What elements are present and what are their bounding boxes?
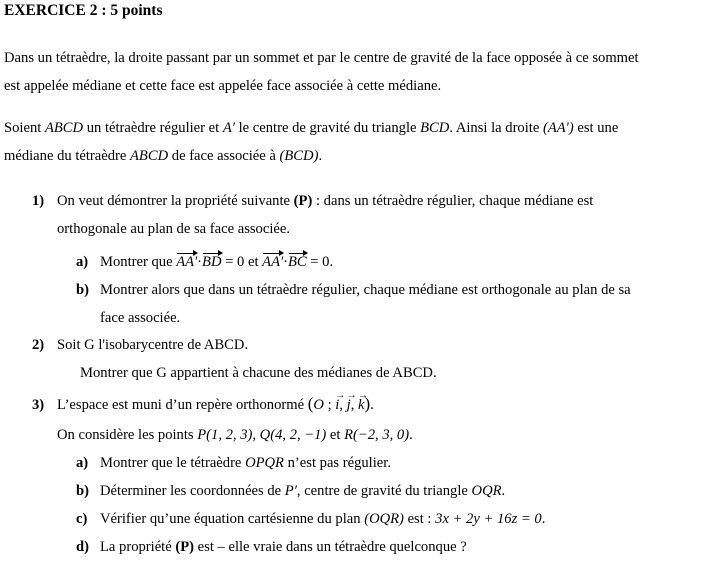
question-3c: [76, 509, 545, 529]
exercise-title: EXERCICE 2 : 5 points: [4, 2, 163, 19]
origin-o: O: [313, 397, 324, 413]
def-text: médiane du tétraèdre: [4, 148, 131, 164]
question-1-line-2: orthogonale au plan de sa face associée.: [57, 221, 290, 237]
unit-vector-j: j: [346, 397, 351, 413]
subquestion-label: c): [76, 511, 88, 527]
q3d-text: est – elle vraie dans un tétraèdre quelconque ?: [194, 539, 467, 555]
subquestion-label: b): [76, 483, 89, 499]
math-opqr: OPQR: [245, 455, 284, 471]
q3b-text: .: [501, 483, 506, 499]
question-3b: [76, 481, 505, 501]
def-text: Soient: [4, 120, 45, 136]
q3d-text: La propriété: [100, 539, 176, 555]
q3-text: On considère les points: [57, 427, 198, 443]
def-text: un tétraèdre régulier et: [83, 120, 223, 136]
point-p-prime: P′: [284, 483, 297, 499]
q3-text: et: [326, 427, 345, 443]
question-3a: [76, 453, 391, 473]
property-p: (P): [175, 539, 195, 555]
question-1b: [76, 280, 631, 300]
question-number: 1): [32, 193, 45, 209]
vector-aa-prime: AA': [176, 254, 198, 270]
q1-text: On veut démontrer la propriété suivante: [57, 193, 294, 209]
q2-text: Soit G l'isobarycentre de ABCD.: [57, 337, 249, 353]
question-1b-line-2: face associée.: [100, 310, 181, 326]
math-bcd: BCD: [420, 120, 450, 136]
vector-aa-prime: AA': [262, 254, 284, 270]
subquestion-label: a): [76, 455, 89, 471]
plane-equation: 3x + 2y + 16z = 0: [435, 511, 542, 527]
unit-vector-k: k: [358, 397, 365, 413]
q3a-text: n’est pas régulier.: [283, 455, 391, 471]
math-a-prime: A′: [222, 120, 235, 136]
subquestion-label: d): [76, 539, 89, 555]
definition-line-2: [4, 146, 322, 166]
math-abcd: ABCD: [130, 148, 169, 164]
def-text: . Ainsi la droite: [449, 120, 543, 136]
unit-vector-i: i: [335, 397, 340, 413]
question-3: 3) L’espace est muni d’un repère orthonormé (O ; → i, → j, → k).: [32, 390, 374, 413]
intro-line-2: est appelée médiane et cette face est appelée face associée à cette médiane.: [4, 78, 442, 94]
q1a-text: = 0.: [306, 254, 334, 270]
q1a-text: = 0 et: [221, 254, 263, 270]
intro-line-1: Dans un tétraèdre, la droite passant par un sommet et par le centre de gravité de la face opposée à ce sommet: [4, 50, 639, 66]
def-text: est une: [573, 120, 619, 136]
q1b-text: Montrer alors que dans un tétraèdre régulier, chaque médiane est orthogonale au plan de sa: [100, 282, 631, 298]
math-abcd: ABCD: [44, 120, 84, 136]
question-1: [32, 191, 593, 211]
math-line-aa-prime: (AA′): [542, 120, 574, 136]
question-3d: [76, 537, 467, 557]
question-2-line-2: Montrer que G appartient à chacune des médianes de ABCD.: [80, 365, 437, 381]
property-p: (P): [293, 193, 313, 209]
q1-text: : dans un tétraèdre régulier, chaque médiane est: [312, 193, 594, 209]
math-plane-oqr: (OQR): [364, 511, 404, 527]
subquestion-label: a): [76, 254, 89, 270]
point-q: Q(4, 2, −1): [259, 427, 327, 443]
def-text: .: [318, 148, 323, 164]
question-1a: a) Montrer que AA'·BD = 0 et AA'·BC = 0.: [76, 254, 334, 270]
q3a-text: Montrer que le tétraèdre: [100, 455, 246, 471]
q3b-text: , centre de gravité du triangle: [296, 483, 472, 499]
q3c-text: .: [541, 511, 546, 527]
def-text: de face associée à: [168, 148, 280, 164]
point-r: R(−2, 3, 0): [344, 427, 410, 443]
question-number: 3): [32, 397, 45, 413]
def-text: le centre de gravité du triangle: [234, 120, 421, 136]
q1a-text: Montrer que: [100, 254, 177, 270]
q3-text: .: [409, 427, 413, 443]
q3c-text: Vérifier qu’une équation cartésienne du plan: [100, 511, 365, 527]
q3-text: L’espace est muni d’un repère orthonormé: [57, 397, 308, 413]
point-p: P(1, 2, 3): [197, 427, 253, 443]
question-3-line-2: On considère les points P(1, 2, 3), Q(4, 2, −1) et R(−2, 3, 0).: [57, 427, 413, 443]
vector-bc: BC: [287, 254, 307, 270]
math-face-bcd: (BCD): [279, 148, 319, 164]
math-oqr: OQR: [471, 483, 502, 499]
subquestion-label: b): [76, 282, 89, 298]
vector-bd: BD: [202, 254, 222, 270]
q3b-text: Déterminer les coordonnées de: [100, 483, 285, 499]
separator: ;: [323, 397, 336, 413]
q3c-text: est :: [403, 511, 436, 527]
question-number: 2): [32, 337, 45, 353]
question-2: [32, 335, 248, 355]
definition-line-1: [4, 118, 618, 138]
